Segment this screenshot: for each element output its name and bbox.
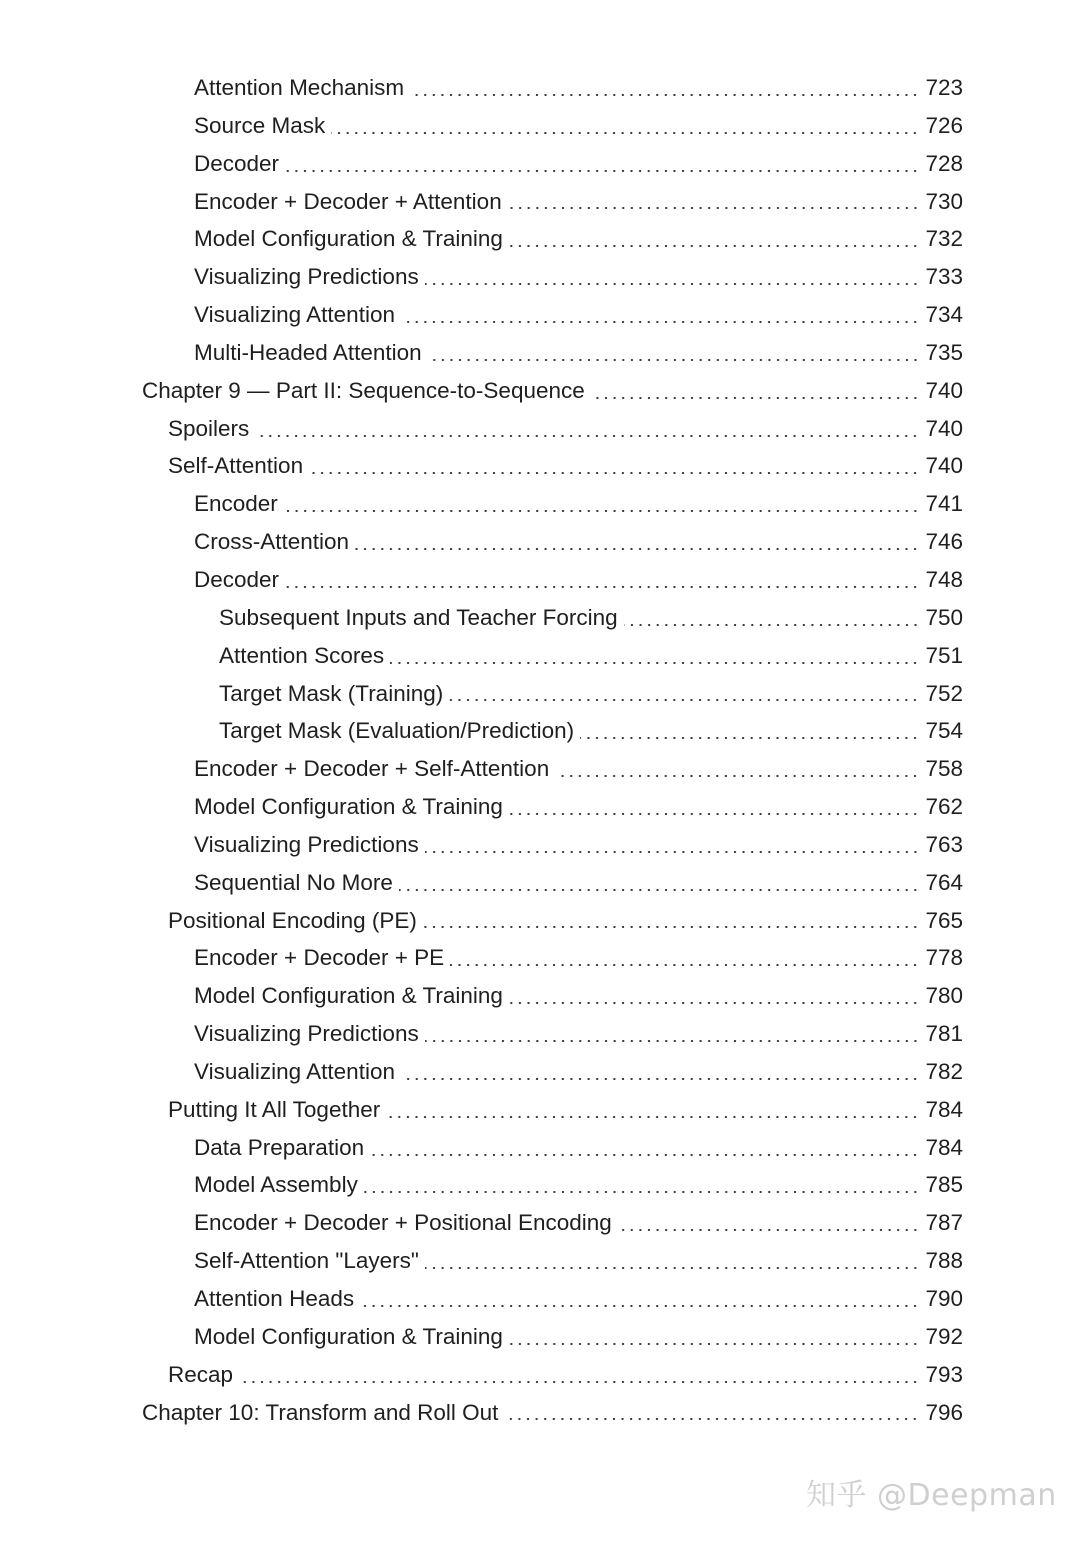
toc-entry[interactable] — [0, 599, 1080, 637]
dot-leader — [425, 283, 920, 285]
dot-leader — [331, 132, 919, 134]
toc-entry-title: Visualizing Predictions — [194, 264, 419, 290]
toc-entry-page-number: 751 — [925, 642, 963, 668]
toc-entry-title: Cross-Attention — [194, 529, 350, 555]
toc-entry-page-number: 741 — [925, 491, 963, 517]
toc-entry[interactable] — [0, 864, 1080, 902]
toc-entry[interactable] — [0, 145, 1080, 183]
toc-entry-page-number: 764 — [925, 869, 963, 895]
dot-leader — [509, 1002, 920, 1004]
toc-entry[interactable] — [0, 1280, 1080, 1318]
dot-leader — [285, 170, 919, 172]
toc-entry-title: Spoilers — [168, 415, 250, 441]
toc-entry-page-number: 790 — [925, 1286, 963, 1311]
toc-entry-page-number: 763 — [925, 831, 963, 857]
toc-entry[interactable] — [0, 788, 1080, 826]
dot-leader — [284, 510, 920, 512]
toc-entry-page-number: 730 — [925, 188, 963, 214]
dot-leader — [425, 1040, 920, 1042]
dot-leader — [555, 775, 919, 777]
dot-leader — [618, 1229, 920, 1231]
toc-entry-page-number: 762 — [925, 794, 963, 820]
dot-leader — [390, 662, 919, 664]
dot-leader — [504, 1418, 919, 1420]
dot-leader — [370, 1154, 919, 1156]
dot-leader — [360, 1305, 919, 1307]
toc-entry-page-number: 788 — [925, 1248, 963, 1274]
toc-entry-page-number: 754 — [925, 718, 963, 744]
toc-entry-title: Data Preparation — [194, 1134, 365, 1160]
toc-entry[interactable] — [0, 750, 1080, 788]
toc-entry-page-number: 752 — [925, 680, 963, 706]
toc-entry-page-number: 765 — [925, 907, 963, 933]
toc-entry-page-number: 746 — [925, 529, 963, 555]
toc-entry[interactable] — [0, 1129, 1080, 1167]
toc-entry[interactable] — [0, 485, 1080, 523]
toc-entry-title: Visualizing Attention — [194, 1058, 395, 1084]
toc-entry[interactable] — [0, 675, 1080, 713]
dot-leader — [509, 245, 920, 247]
dot-leader — [399, 889, 920, 891]
toc-entry-page-number: 793 — [925, 1361, 963, 1387]
dot-leader — [591, 397, 920, 399]
dot-leader — [401, 1078, 919, 1080]
table-of-contents — [0, 69, 1080, 1431]
toc-entry[interactable] — [0, 447, 1080, 485]
toc-entry[interactable] — [0, 712, 1080, 750]
dot-leader — [255, 435, 919, 437]
toc-entry-title: Visualizing Predictions — [194, 1021, 419, 1047]
dot-leader — [425, 851, 920, 853]
dot-leader — [410, 94, 919, 96]
dot-leader — [309, 472, 919, 474]
toc-entry-page-number: 782 — [925, 1058, 963, 1084]
toc-entry[interactable] — [0, 69, 1080, 107]
toc-entry-title: Putting It All Together — [168, 1096, 381, 1122]
toc-entry-title: Self-Attention — [168, 453, 304, 479]
toc-entry-page-number: 740 — [925, 415, 963, 441]
toc-entry[interactable] — [0, 1242, 1080, 1280]
toc-entry-page-number: 735 — [925, 339, 963, 365]
toc-entry-page-number: 792 — [925, 1323, 963, 1349]
dot-leader — [239, 1381, 919, 1383]
dot-leader — [450, 964, 919, 966]
toc-entry-title: Encoder + Decoder + Attention — [194, 188, 502, 214]
toc-entry-page-number: 740 — [925, 377, 963, 403]
dot-leader — [423, 926, 920, 928]
dot-leader — [386, 1116, 919, 1118]
toc-entry-page-number: 784 — [925, 1134, 963, 1160]
toc-entry-title: Model Configuration & Training — [194, 1323, 503, 1349]
toc-entry-title: Visualizing Attention — [194, 302, 395, 328]
toc-entry-page-number: 785 — [925, 1172, 963, 1198]
toc-entry-title: Model Configuration & Training — [194, 226, 503, 252]
toc-entry[interactable] — [0, 1356, 1080, 1394]
toc-entry-title: Multi-Headed Attention — [194, 339, 422, 365]
toc-entry[interactable] — [0, 410, 1080, 448]
toc-entry-title: Source Mask — [194, 112, 326, 138]
toc-entry-page-number: 780 — [925, 983, 963, 1009]
toc-entry-title: Self-Attention "Layers" — [194, 1248, 419, 1274]
toc-entry-page-number: 784 — [925, 1096, 963, 1122]
toc-entry-title: Target Mask (Evaluation/Prediction) — [219, 718, 575, 744]
toc-entry-title: Model Configuration & Training — [194, 794, 503, 820]
toc-entry[interactable] — [0, 826, 1080, 864]
dot-leader — [580, 737, 919, 739]
toc-entry[interactable] — [0, 334, 1080, 372]
toc-entry[interactable] — [0, 977, 1080, 1015]
toc-entry-page-number: 732 — [925, 226, 963, 252]
toc-entry[interactable] — [0, 296, 1080, 334]
toc-entry-title: Recap — [168, 1361, 234, 1387]
toc-entry[interactable] — [0, 561, 1080, 599]
toc-entry[interactable] — [0, 1204, 1080, 1242]
toc-entry[interactable] — [0, 220, 1080, 258]
toc-entry[interactable] — [0, 1015, 1080, 1053]
toc-chapter-entry[interactable] — [0, 1394, 1080, 1432]
dot-leader — [428, 359, 920, 361]
toc-entry[interactable] — [0, 1091, 1080, 1129]
toc-entry-title: Chapter 10: Transform and Roll Out — [142, 1399, 499, 1425]
toc-entry[interactable] — [0, 258, 1080, 296]
dot-leader — [509, 813, 920, 815]
dot-leader — [364, 1191, 920, 1193]
toc-entry-title: Decoder — [194, 566, 280, 592]
toc-entry-page-number: 740 — [925, 453, 963, 479]
toc-entry-title: Model Assembly — [194, 1172, 358, 1198]
watermark: 知乎 @Deepman — [806, 1478, 1057, 1513]
toc-entry[interactable] — [0, 939, 1080, 977]
toc-entry-title: Encoder + Decoder + PE — [194, 945, 445, 971]
toc-entry-title: Positional Encoding (PE) — [168, 907, 417, 933]
toc-entry[interactable] — [0, 902, 1080, 940]
toc-entry-page-number: 758 — [925, 756, 963, 782]
toc-entry-title: Subsequent Inputs and Teacher Forcing — [219, 604, 618, 630]
toc-entry-page-number: 726 — [925, 112, 963, 138]
toc-entry-page-number: 733 — [925, 264, 963, 290]
toc-entry-page-number: 750 — [925, 604, 963, 630]
toc-entry-title: Decoder — [194, 150, 280, 176]
toc-entry-page-number: 734 — [925, 302, 963, 328]
toc-entry[interactable] — [0, 1053, 1080, 1091]
toc-entry[interactable] — [0, 183, 1080, 221]
toc-chapter-entry[interactable] — [0, 372, 1080, 410]
dot-leader — [355, 548, 919, 550]
toc-entry-title: Visualizing Predictions — [194, 831, 419, 857]
toc-entry-title: Attention Mechanism — [194, 75, 405, 100]
dot-leader — [285, 586, 919, 588]
toc-entry-page-number: 778 — [925, 945, 963, 971]
toc-entry-page-number: 728 — [925, 150, 963, 176]
toc-entry-page-number: 796 — [925, 1399, 963, 1425]
toc-entry-title: Target Mask (Training) — [219, 680, 444, 706]
toc-entry[interactable] — [0, 1166, 1080, 1204]
toc-entry-page-number: 723 — [925, 75, 963, 100]
toc-entry-title: Encoder + Decoder + Self-Attention — [194, 756, 550, 782]
toc-entry-page-number: 748 — [925, 566, 963, 592]
toc-entry-page-number: 781 — [925, 1021, 963, 1047]
toc-entry-title: Encoder + Decoder + Positional Encoding — [194, 1210, 612, 1236]
toc-entry[interactable] — [0, 523, 1080, 561]
dot-leader — [425, 1267, 920, 1269]
toc-entry-title: Encoder — [194, 491, 278, 517]
dot-leader — [449, 699, 919, 701]
toc-entry-title: Sequential No More — [194, 869, 393, 895]
toc-entry-title: Model Configuration & Training — [194, 983, 503, 1009]
toc-entry[interactable] — [0, 1318, 1080, 1356]
toc-entry-title: Chapter 9 — Part II: Sequence-to-Sequence — [142, 377, 585, 403]
toc-entry[interactable] — [0, 107, 1080, 145]
dot-leader — [401, 321, 919, 323]
toc-entry-title: Attention Scores — [219, 642, 385, 668]
toc-entry-page-number: 787 — [925, 1210, 963, 1236]
dot-leader — [509, 1343, 920, 1345]
dot-leader — [624, 624, 920, 626]
toc-entry-title: Attention Heads — [194, 1286, 355, 1311]
toc-entry[interactable] — [0, 637, 1080, 675]
dot-leader — [508, 207, 920, 209]
